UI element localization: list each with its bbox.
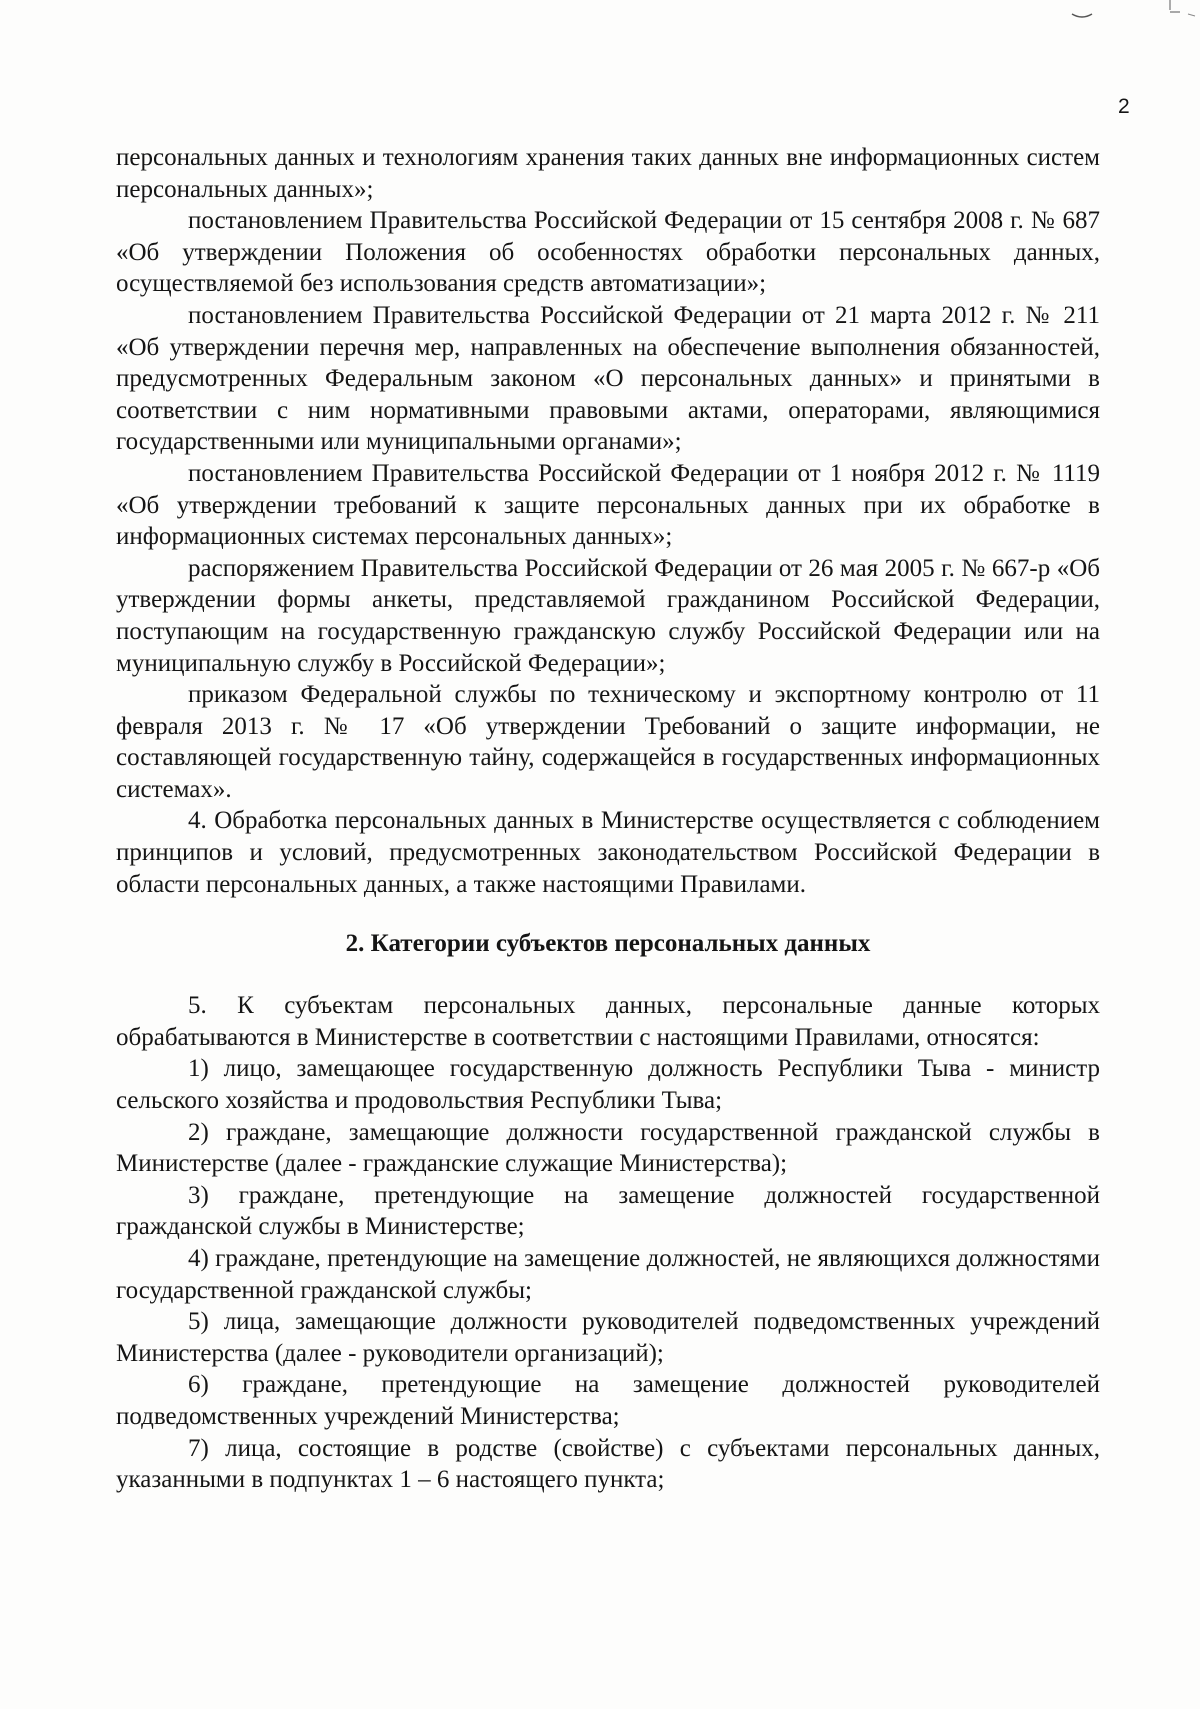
section-heading: 2. Категории субъектов персональных данных [345,930,871,958]
paragraphs-before-heading [116,142,1100,900]
document-body [116,142,1100,1496]
scan-artifact-marks [1020,0,1200,40]
paragraph: 6) граждане, претендующие на замещение должностей руководителей подведомственных учреждений Министерства; [116,1371,1100,1430]
paragraph: 5) лица, замещающие должности руководителей подведомственных учреждений Министерства (далее - руководители организаций); [116,1308,1100,1367]
paragraph: постановлением Правительства Российской Федерации от 21 марта 2012 г. № 211 «Об утверждении перечня мер, направленных на обеспечение выполнения обязанностей, предусмотренных Федеральным законом «О персональных данных» и принятыми в соответствии с ним нормативными правовыми актами, операторами, являющимися государственными или муниципальными органами»; [116,301,1100,456]
paragraphs-after-heading [116,990,1100,1496]
paragraph: 7) лица, состоящие в родстве (свойстве) с субъектами персональных данных, указанными в подпунктах 1 – 6 настоящего пункта; [116,1434,1100,1494]
paragraph: распоряжением Правительства Российской Федерации от 26 мая 2005 г. № 667-р «Об утверждении формы анкеты, представляемой гражданином Российской Федерации, поступающим на государственную гражданскую службу Российской Федерации или на муниципальную службу в Российской Федерации»; [116,554,1100,677]
paragraph: 1) лицо, замещающее государственную должность Республики Тыва - министр сельского хозяйства и продовольствия Республики Тыва; [116,1055,1100,1115]
paragraph: 3) граждане, претендующие на замещение должностей государственной гражданской службы в Министерстве; [116,1181,1100,1241]
paragraph: постановлением Правительства Российской Федерации от 1 ноября 2012 г. № 1119 «Об утверждении требований к защите персональных данных при их обработке в информационных системах персональных данных»; [116,459,1100,551]
paragraph: персональных данных и технологиям хранения таких данных вне информационных систем персональных данных»; [116,144,1100,203]
paragraph: приказом Федеральной службы по техническому и экспортному контролю от 11 февраля 2013 г. № 17 «Об утверждении Требований о защите информации, не составляющей государственную тайну, содержащейся в государственных информационных системах». [116,681,1100,803]
paragraph: 4) граждане, претендующие на замещение должностей, не являющихся должностями государственной гражданской службы; [116,1245,1100,1304]
paragraph: постановлением Правительства Российской Федерации от 15 сентября 2008 г. № 687 «Об утверждении Положения об особенностях обработки персональных данных, осуществляемой без использования средств автоматизации»; [116,207,1100,298]
paragraph: 5. К субъектам персональных данных, персональные данные которых обрабатываются в Министерстве в соответствии с настоящими Правилами, относятся: [116,992,1100,1051]
page-number: 2 [1118,95,1130,118]
paragraph: 4. Обработка персональных данных в Министерстве осуществляется с соблюдением принципов и условий, предусмотренных законодательством Российской Федерации в области персональных данных, а также настоящими Правилами. [116,807,1100,898]
paragraph: 2) граждане, замещающие должности государственной гражданской службы в Министерстве (далее - гражданские служащие Министерства); [116,1118,1100,1178]
